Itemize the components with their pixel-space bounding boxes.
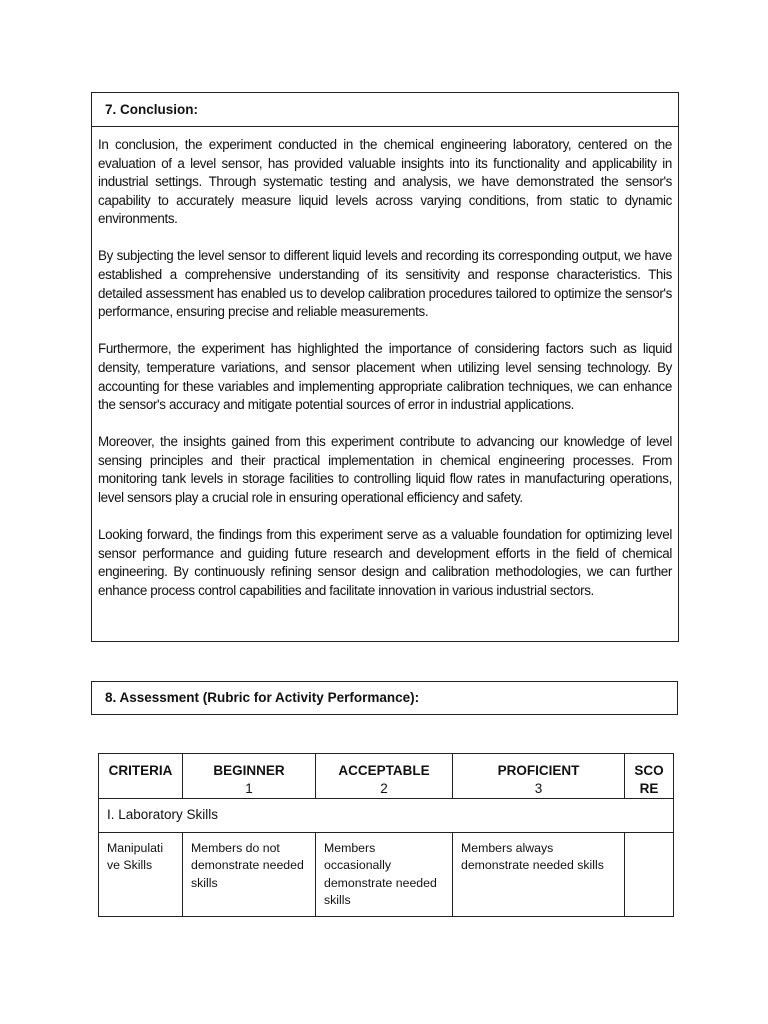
header-score: [625, 754, 674, 799]
header-score-line2: RE: [639, 781, 659, 796]
conclusion-body: [92, 127, 678, 600]
header-proficient-score: 3: [534, 781, 543, 796]
header-proficient-label: PROFICIENT: [497, 763, 580, 778]
assessment-section: [91, 681, 678, 715]
row-criteria: Manipulati ve Skills: [99, 833, 183, 917]
row-proficient: Members always demonstrate needed skills: [453, 833, 625, 917]
group-label: I. Laboratory Skills: [99, 799, 674, 833]
rubric-header-row: [99, 754, 674, 799]
conclusion-paragraph-1: In conclusion, the experiment conducted in the chemical engineering laboratory, centered on the evaluation of a level sensor, has provided valuable insights into its functionality and applicability in industrial settings. Through systematic testing and analysis, we have demonstrated the sensor's capability to accurately measure liquid levels across varying conditions, from static to dynamic environments.: [98, 137, 672, 227]
conclusion-paragraph-3: Furthermore, the experiment has highlighted the importance of considering factors such as liquid density, temperature variations, and sensor placement when utilizing level sensing technology. By accounting for these variables and implementing appropriate calibration techniques, we can enhance the sensor's accuracy and mitigate potential sources of error in industrial applications.: [98, 341, 672, 413]
conclusion-paragraph-5: Looking forward, the findings from this experiment serve as a valuable foundation for optimizing level sensor performance and guiding future research and development efforts in the field of chemical engineering. By continuously refining sensor design and calibration methodologies, we can further enhance process control capabilities and facilitate innovation in various industrial sectors.: [98, 527, 672, 598]
row-acceptable: Members occasionally demonstrate needed skills: [316, 833, 453, 917]
conclusion-paragraph-4: Moreover, the insights gained from this experiment contribute to advancing our knowledge of level sensing principles and their practical implementation in chemical engineering processes. From monitoring tank levels in storage facilities to controlling liquid flow rates in manufacturing operations, level sensors play a crucial role in ensuring operational efficiency and safety.: [98, 434, 672, 505]
rubric-group-row: [99, 799, 674, 833]
header-beginner: [183, 754, 316, 799]
row-beginner: Members do not demonstrate needed skills: [183, 833, 316, 917]
header-criteria: [99, 754, 183, 799]
header-score-line1: SCO: [634, 763, 664, 778]
conclusion-heading: 7. Conclusion:: [92, 93, 678, 127]
conclusion-paragraph-2: By subjecting the level sensor to different liquid levels and recording its corresponding output, we have established a comprehensive understanding of its sensitivity and response characteristics. This detailed assessment has enabled us to develop calibration procedures tailored to optimize the sensor's performance, ensuring precise and reliable measurements.: [98, 248, 672, 320]
header-proficient: [453, 754, 625, 799]
header-beginner-label: BEGINNER: [213, 763, 285, 778]
header-acceptable-score: 2: [380, 781, 388, 796]
header-beginner-score: 1: [245, 781, 253, 796]
rubric-table: [98, 753, 674, 917]
row-score-cell[interactable]: [625, 833, 674, 917]
conclusion-section: [91, 92, 679, 642]
header-criteria-label: CRITERIA: [108, 763, 173, 778]
assessment-heading: 8. Assessment (Rubric for Activity Performance):: [105, 690, 420, 705]
header-acceptable-label: ACCEPTABLE: [338, 763, 430, 778]
table-row: [99, 833, 674, 917]
header-acceptable: [316, 754, 453, 799]
